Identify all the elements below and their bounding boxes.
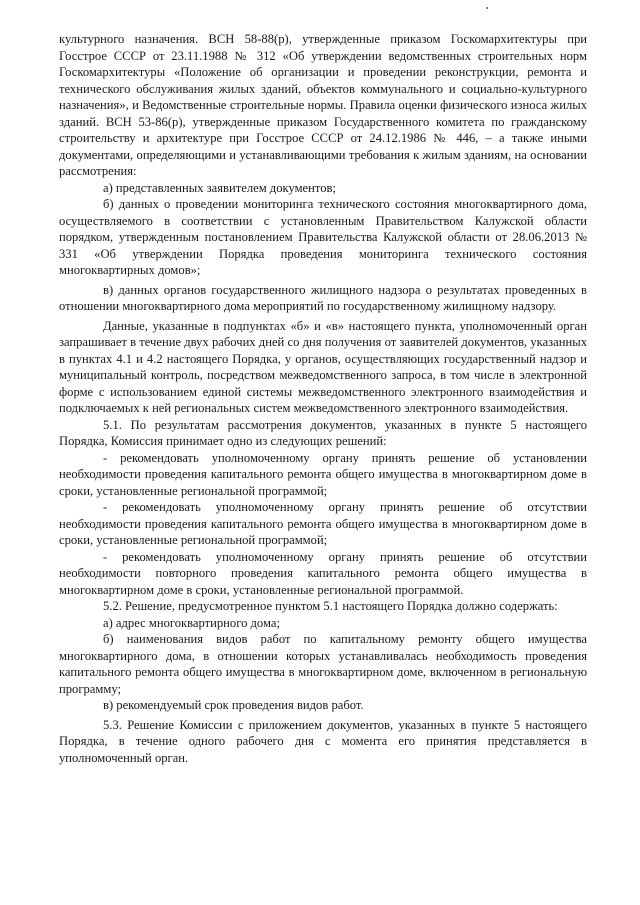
paragraph-data-request: Данные, указанные в подпунктах «б» и «в» настоящего пункта, уполномоченный орган запрашивает в течение двух рабочих дней со дня получения от заявителей документов, указанных в пунктах 4.1 и 4.2 настоящего Порядка, у органов, осуществляющих государственный надзор и муниципальный контроль, посредством межведомственного запроса, в том числе в электронной форме с использованием единой системы межведомственного электронного взаимодействия и подключаемых к ней региональных систем межведомственного электронного взаимодействия. bbox=[59, 318, 587, 415]
paragraph-5-2-a: а) адрес многоквартирного дома; bbox=[103, 615, 280, 630]
paragraph-decision-1: - рекомендовать уполномоченному органу принять решение об установлении необходимости проведения капитального ремонта общего имущества в многоквартирном доме в сроки, установленные региональной программой; bbox=[59, 450, 587, 498]
paragraph-item-b: б) данных о проведении мониторинга технического состояния многоквартирного дома, осуществляемого в соответствии с установленным Правительством Калужской области порядком, утвержденным постановлением Правительства Калужской области от 28.06.2013 № 331 «Об утверждении Порядка проведения мониторинга технического состояния многоквартирных домов»; bbox=[59, 197, 587, 277]
paragraph-5-1: 5.1. По результатам рассмотрения документов, указанных в пункте 5 настоящего Порядка, Комиссия принимает одно из следующих решений: bbox=[59, 417, 587, 448]
paragraph-5-3: 5.3. Решение Комиссии с приложением документов, указанных в пункте 5 настоящего Порядка, в течение одного рабочего дня с момента его принятия представляется в уполномоченный орган. bbox=[59, 717, 587, 765]
paragraph-item-v: в) данных органов государственного жилищного надзора о результатах проведенных в отношении многоквартирного дома мероприятий по государственному жилищному надзору. bbox=[59, 282, 587, 313]
paragraph-continuation: культурного назначения. ВСН 58-88(р), утвержденные приказом Госкомархитектуры при Госстрое СССР от 23.11.1988 № 312 «Об утверждении ведомственных строительных норм Госкомархитектуры «Положение об организации и проведении реконструкции, ремонта и технического обслуживания жилых зданий, объектов коммунального и социально-культурного назначения», и Ведомственные строительные нормы. Правила оценки физического износа жилых зданий. ВСН 53-86(р), утвержденные приказом Государственного комитета по гражданскому строительству и архитектуре при Госстрое СССР от 24.12.1986 № 446, – а также иными документами, определяющими и устанавливающими требования к жилым зданиям, на основании рассмотрения: bbox=[59, 32, 587, 178]
scan-speck bbox=[486, 7, 488, 9]
document-text bbox=[59, 31, 587, 766]
paragraph-decision-3: - рекомендовать уполномоченному органу принять решение об отсутствии необходимости повторного проведения капитального ремонта общего имущества в многоквартирном доме в сроки, установленные региональной программой. bbox=[59, 549, 587, 597]
paragraph-5-2-v: в) рекомендуемый срок проведения видов работ. bbox=[103, 698, 364, 712]
paragraph-5-2-b: б) наименования видов работ по капитальному ремонту общего имущества многоквартирного дома, в отношении которых устанавливалась необходимость проведения капитального ремонта общего имущества в многоквартирном доме, включенном в региональную программу; bbox=[59, 632, 587, 696]
paragraph-item-a: а) представленных заявителем документов; bbox=[103, 180, 336, 195]
paragraph-decision-2: - рекомендовать уполномоченному органу принять решение об отсутствии необходимости проведения капитального ремонта общего имущества в многоквартирном доме в сроки, установленные региональной программой; bbox=[59, 500, 587, 547]
paragraph-5-2: 5.2. Решение, предусмотренное пунктом 5.1 настоящего Порядка должно содержать: bbox=[103, 599, 558, 613]
